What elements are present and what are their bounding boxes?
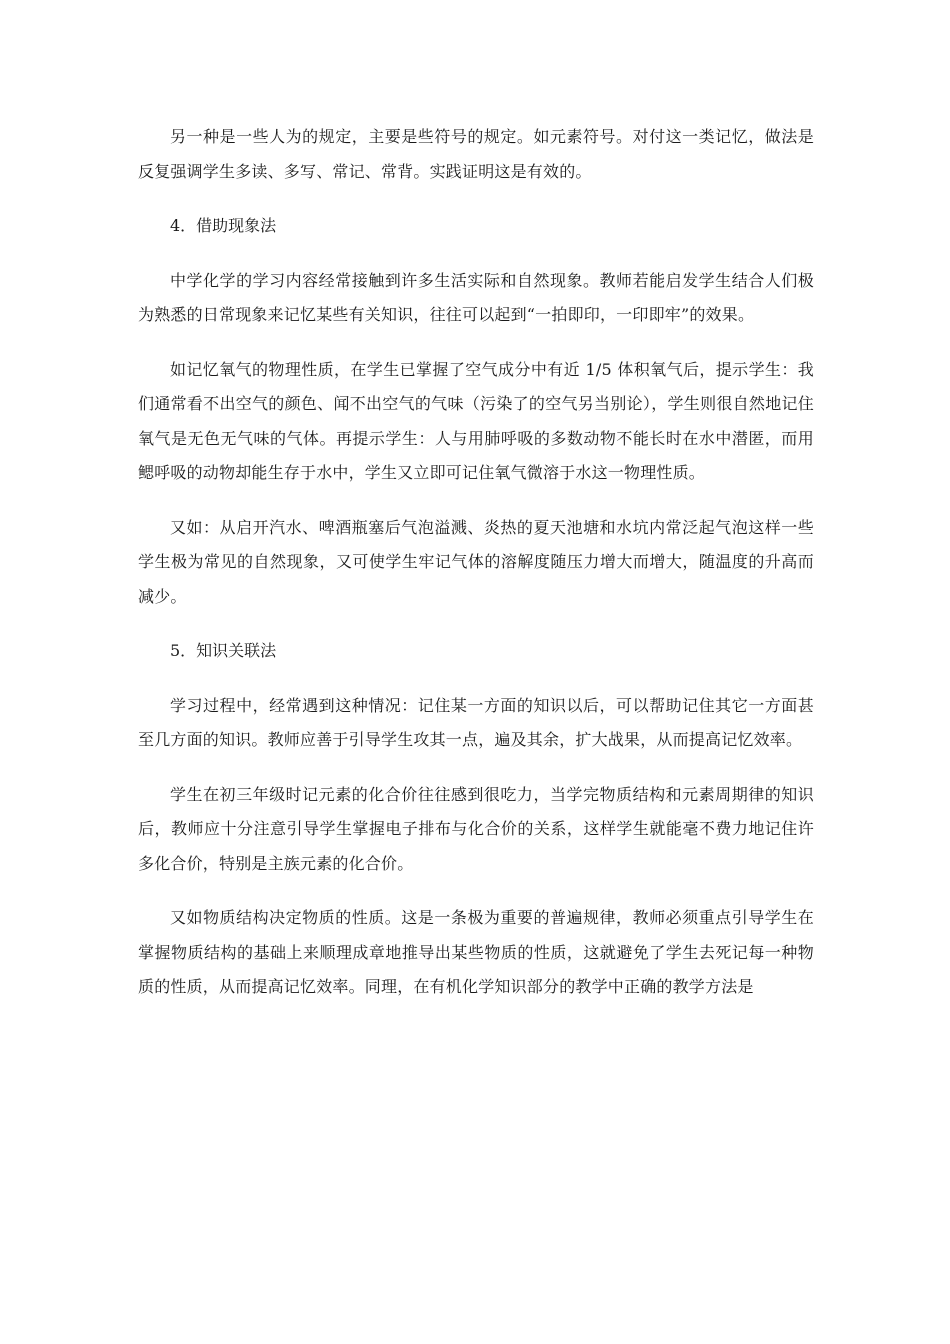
paragraph-phenomenon-intro: 中学化学的学习内容经常接触到许多生活实际和自然现象。教师若能启发学生结合人们极为熟悉的日常现象来记忆某些有关知识，往往可以起到“一拍即印，一印即牢”的效果。	[138, 270, 814, 324]
paragraph-gas-solubility-example: 又如：从启开汽水、啤酒瓶塞后气泡溢溅、炎热的夏天池塘和水坑内常泛起气泡这样一些学生极为常见的自然现象，又可使学生牢记气体的溶解度随压力增大而增大，随温度的升高而减少。	[138, 517, 814, 606]
section-heading-association-method: 5．知识关联法	[170, 641, 277, 660]
paragraph-valence-example: 学生在初三年级时记元素的化合价往往感到很吃力，当学完物质结构和元素周期律的知识后，教师应十分注意引导学生掌握电子排布与化合价的关系，这样学生就能毫不费力地记住许多化合价，特别是主族元素的化合价。	[138, 784, 814, 873]
paragraph-oxygen-example: 如记忆氧气的物理性质，在学生已掌握了空气成分中有近 1/5 体积氧气后，提示学生：我们通常看不出空气的颜色、闻不出空气的气味（污染了的空气另当别论），学生则很自然地记住氧气是无色无气味的气体。再提示学生：人与用肺呼吸的多数动物不能长时在水中潜匿，而用鳃呼吸的动物却能生存于水中，学生又立即可记住氧气微溶于水这一物理性质。	[138, 359, 814, 482]
document-body	[138, 120, 814, 1025]
paragraph-structure-property-example: 又如物质结构决定物质的性质。这是一条极为重要的普遍规律，教师必须重点引导学生在掌握物质结构的基础上来顺理成章地推导出某些物质的性质，这就避免了学生去死记每一种物质的性质，从而提高记忆效率。同理，在有机化学知识部分的教学中正确的教学方法是	[138, 908, 814, 996]
paragraph-symbol-rules: 另一种是一些人为的规定，主要是些符号的规定。如元素符号。对付这一类记忆，做法是反复强调学生多读、多写、常记、常背。实践证明这是有效的。	[138, 127, 814, 181]
paragraph-association-intro: 学习过程中，经常遇到这种情况：记住某一方面的知识以后，可以帮助记住其它一方面甚至几方面的知识。教师应善于引导学生攻其一点，遍及其余，扩大战果，从而提高记忆效率。	[138, 695, 814, 749]
section-heading-phenomenon-method: 4．借助现象法	[170, 216, 277, 235]
